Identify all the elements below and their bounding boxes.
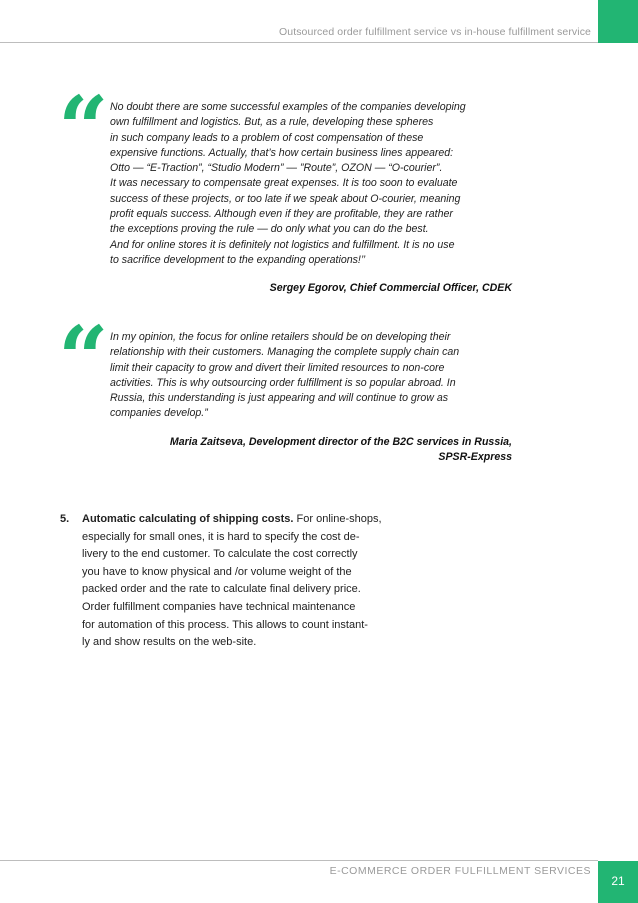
quote-mark-icon: “ — [58, 76, 109, 180]
quote-block-egorov — [110, 100, 512, 297]
list-item-body — [82, 511, 412, 652]
header-accent-tab — [598, 0, 638, 43]
list-item-heading: Automatic calculating of shipping costs. — [82, 513, 294, 525]
footer-divider — [0, 860, 598, 861]
page-number-badge: 21 — [598, 861, 638, 903]
quote-text: No doubt there are some successful examples of the companies developing own fulfillment and logistics. But, as a rule, developing these spheres in such company leads to a problem of cost compensation of these expensive functions. Actually, that’s how certain business lines appeared: Otto — “E-Traction”, “Studio Modern” — ”Route”, OZON — “O-courier”. It was necessary to compensate great expenses. It is too soon to evaluate success of these projects, or too late if we speak about O-courier, meaning profit equals success. Although even if they are profitable, they are rather the exceptions proving the rule — do only what you can do the best. And for online stores it is definitely not logistics and fulfillment. It is no use to sacrifice development to the expanding operations!’’ — [110, 101, 466, 266]
list-item-shipping-costs — [60, 511, 412, 652]
quote-block-zaitseva — [110, 330, 512, 466]
header-divider — [0, 42, 598, 43]
quote-author: Sergey Egorov, Chief Commercial Officer, CDEK — [269, 282, 512, 295]
running-footer: E-COMMERCE ORDER FULFILLMENT SERVICES — [329, 865, 591, 877]
quote-author: Maria Zaitseva, Development director of the B2C services in Russia, SPSR-Express — [169, 435, 512, 464]
list-item-number: 5. — [60, 513, 70, 525]
quote-mark-icon: “ — [58, 306, 109, 410]
list-item-text: For online-shops, especially for small ones, it is hard to specify the cost de- livery to the end customer. To calculate the cost correctly you have to know physical and /or volume weight of the packed order and the rate to calculate final delivery price. Order fulfillment companies have technical maintenance for automation of this process. This allows to count instant- ly and show results on the web-site. — [82, 513, 382, 649]
running-header: Outsourced order fulfillment service vs in-house fulfillment service — [278, 26, 591, 38]
quote-text: In my opinion, the focus for online retailers should be on developing their relationship with their customers. Managing the complete supply chain can limit their capacity to grow and divert their limited resources to non-core activities. This is why outsourcing order fulfillment is so popular abroad. In Russia, this understanding is just appearing and will continue to grow as companies develop.” — [110, 331, 460, 420]
